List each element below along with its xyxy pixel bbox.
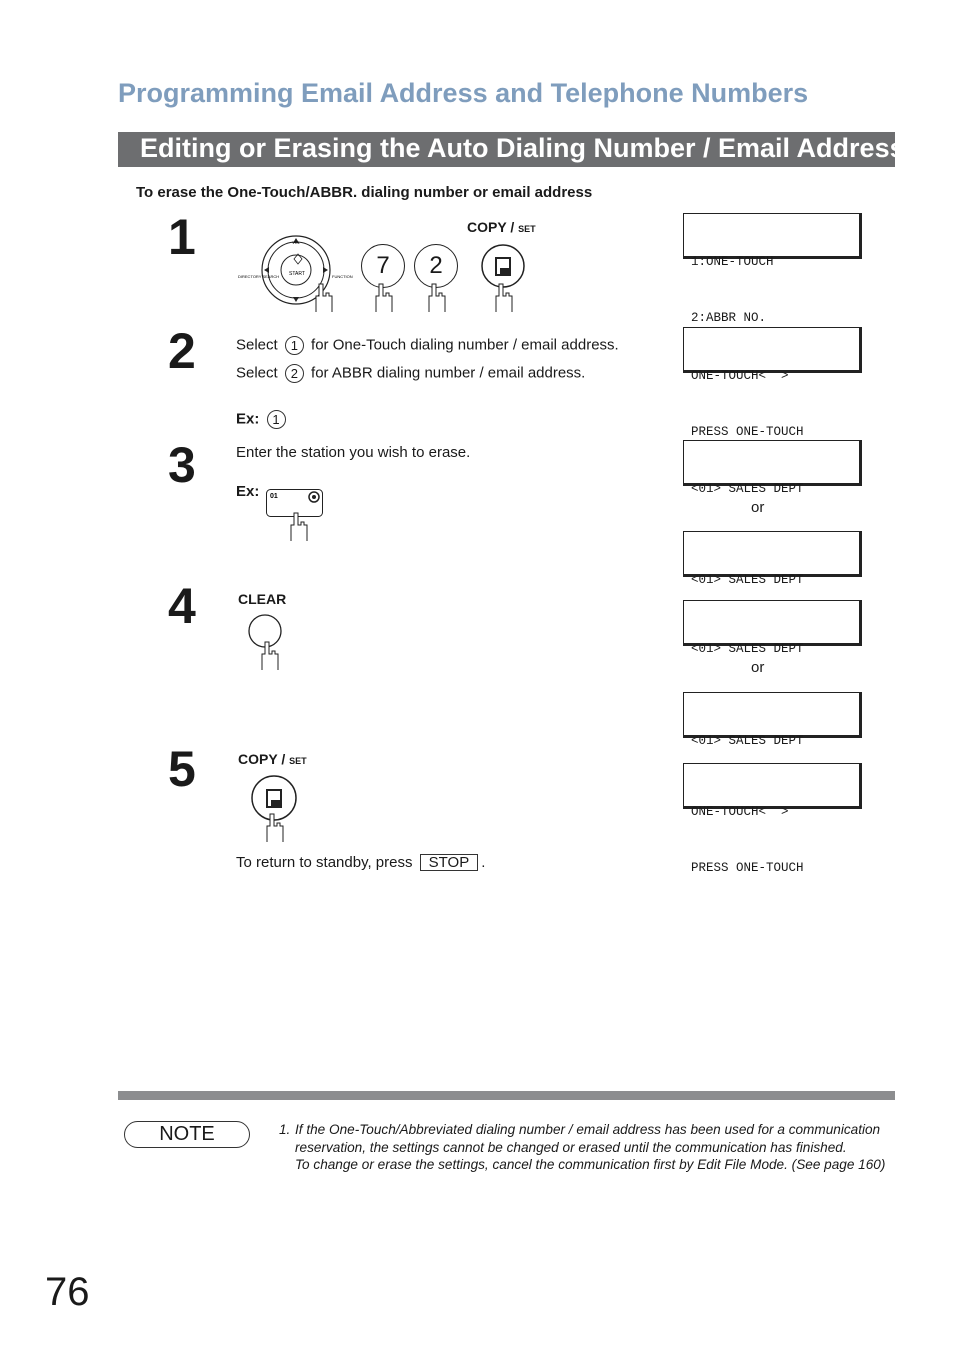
step-5-number: 5: [168, 741, 196, 797]
lcd-display-step-4-tel: [683, 692, 862, 748]
instruction-text: for One-Touch dialing number / email address.: [311, 336, 619, 354]
copy-set-key-label: [467, 219, 536, 235]
hand-pointer-icon: [310, 282, 336, 312]
page-number: 76: [45, 1270, 90, 1314]
lcd-display-step-3-email: [683, 440, 862, 496]
example-label: Ex:: [236, 410, 260, 428]
lcd-display-step-2: [683, 327, 862, 439]
set-label: SET: [289, 756, 307, 766]
stop-key: STOP: [420, 854, 479, 871]
instruction-text: Select: [236, 364, 278, 382]
one-touch-key-label: 01: [270, 493, 278, 500]
or-separator: or: [751, 659, 765, 676]
procedure-subheading: To erase the One-Touch/ABBR. dialing number or email address: [136, 184, 593, 201]
page-banner-title: Editing or Erasing the Auto Dialing Number / Email Address: [118, 132, 895, 167]
step-3-instruction: Enter the station you wish to erase.: [236, 444, 471, 461]
directory-search-label: DIRECTORY SEARCH: [238, 274, 280, 279]
function-label: FUNCTION: [332, 274, 353, 279]
standby-instruction: [236, 854, 485, 871]
lcd-line: 1:ONE-TOUCH: [691, 255, 774, 269]
lcd-line: ONE-TOUCH< >: [691, 805, 789, 819]
step-1-number: 1: [168, 209, 196, 265]
key-1-circle: 1: [267, 410, 286, 429]
hand-pointer-icon: [423, 282, 449, 312]
lcd-display-step-4-email: [683, 600, 862, 656]
lcd-line: PRESS ONE-TOUCH: [691, 860, 804, 875]
note-label: NOTE: [124, 1121, 250, 1148]
lcd-line: <01> SALES DEPT: [691, 642, 804, 656]
copy-label: COPY /: [238, 751, 286, 767]
note-paragraph-1: If the One-Touch/Abbreviated dialing number / email address has been used for a communication reservation, the settings cannot be changed or erased until the communication has finished.: [295, 1122, 881, 1155]
period: .: [481, 854, 486, 871]
instruction-text: Select: [236, 336, 278, 354]
step-3-number: 3: [168, 437, 196, 493]
copy-set-key-label: [238, 751, 307, 767]
step-2-example: [236, 410, 289, 429]
hand-pointer-icon: [285, 511, 311, 541]
lcd-line: <01> SALES DEPT: [691, 482, 804, 496]
start-label: START: [289, 271, 305, 277]
hand-pointer-icon: [261, 812, 287, 842]
instruction-text: To return to standby, press: [236, 854, 413, 871]
lcd-line: 2:ABBR NO.: [691, 310, 767, 325]
key-1-circle: 1: [285, 336, 304, 355]
set-label: SET: [518, 224, 536, 234]
divider-bar: [118, 1091, 895, 1100]
step-2-instruction-line-1: [236, 336, 619, 355]
hand-pointer-icon: [256, 640, 282, 670]
lcd-display-step-5: [683, 763, 862, 875]
clear-key-label: CLEAR: [238, 591, 287, 607]
step-3-example-label: Ex:: [236, 483, 260, 500]
lcd-line: PRESS ONE-TOUCH: [691, 424, 804, 439]
step-4-number: 4: [168, 578, 196, 634]
step-2-number: 2: [168, 323, 196, 379]
step-2-instruction-line-2: [236, 364, 585, 383]
lcd-line: ONE-TOUCH< >: [691, 369, 789, 383]
lcd-line: <01> SALES DEPT: [691, 573, 804, 587]
lcd-line: <01> SALES DEPT: [691, 734, 804, 748]
note-paragraph-2: To change or erase the settings, cancel the communication first by Edit File Mode. (See page 160): [295, 1157, 886, 1173]
note-body: [279, 1121, 895, 1174]
lcd-display-step-1: [683, 213, 862, 325]
vol-label: VOL: [292, 240, 301, 245]
instruction-text: for ABBR dialing number / email address.: [311, 364, 586, 382]
copy-label: COPY /: [467, 219, 515, 235]
hand-pointer-icon: [490, 282, 516, 312]
key-2-button[interactable]: 2: [414, 244, 458, 288]
note-number: 1.: [279, 1122, 291, 1137]
or-separator: or: [751, 499, 765, 516]
key-7-button[interactable]: 7: [361, 244, 405, 288]
key-2-circle: 2: [285, 364, 304, 383]
section-title: Programming Email Address and Telephone Numbers: [118, 78, 809, 108]
lcd-display-step-3-tel: [683, 531, 862, 587]
hand-pointer-icon: [370, 282, 396, 312]
